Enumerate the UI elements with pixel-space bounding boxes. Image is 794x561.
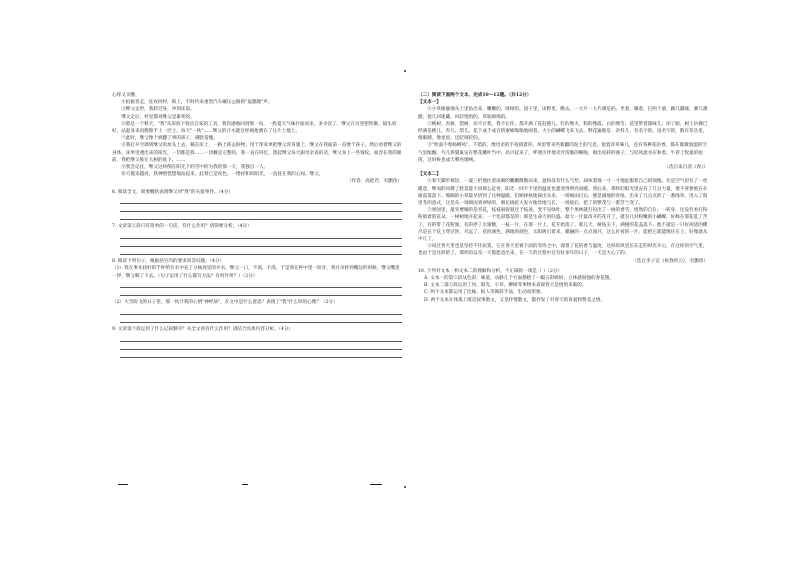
intro-line: ④拍板者走，连夜回村，街上，不时传来重型汽车碾压公路的"轰隆隆"声。	[121, 100, 273, 106]
question-8-1: （1）我在事先找好的手杯给开水中充了分核放里的开水，继父一口，不渴，不渴，于是我在杯中里一咬牙，将开水杯到嘴边的时候，继父嘴里一停，继父咽了下去。（句子运用了什么描写方法？有何作用？）（2分）	[112, 266, 400, 279]
scan-mark	[118, 484, 128, 485]
question-8-2: （2）大雪纷飞的日子里，那一伙计我的心情"神经质"，在文中是什么意思？表现了"我"什么样的心理？（2分）	[112, 300, 338, 306]
text1-title: 【文本一】	[418, 100, 441, 106]
option-a[interactable]: A. 文本一的第②段从色彩、味道、动静几个方面描绘了一幅五彩缤纷、立体感很强的春花图。	[424, 276, 614, 282]
text2-paragraph: ①春天脚步被轻，一波三折地往着南朝的鹏鹏散散而来，盈和没有什么气势，却执着地一寸一寸地征服着自己的领地。先是空气里有了一丝暖意，继而的风拂了脸竟能不再那么砭骨，阳光一回卡不里的温度也悉变得明亮而暖。到后来，那样的阳光里充有了几分力量，要不喜要被在在眼前落落下。嗅胸的小草最早悟到了这种温暖，们顾择执地探出头来，一场细雨过后，便是满地的青绿，出来了几点点的了一番绿草，进入了阳里冬的意式，这是从一场细雨到翠绿的，细长线蛇大发方地丝地与长，一场接后，把了的繁茂与一派芳兰变了。	[418, 179, 708, 207]
left-page	[112, 92, 402, 361]
question-8: 8. 阅读下列句子，根据括号内的要求回答问题。（4分）	[112, 259, 225, 265]
answer-lines-8-1[interactable]	[120, 282, 402, 297]
scan-dot	[404, 70, 406, 72]
text1-paragraph: ①小草偷偷地从土里钻出来，嫩嫩的，绿绿的。园子里，田野里，瞧去，一大片一大片满是的。坐着，躺着，打两个滚，踢几脚球，赛几趟跑，捉几回迷藏。风轻悄悄的，草软绵绵的。	[418, 107, 708, 120]
text2-title: 【文本二】	[418, 172, 441, 178]
intro-line: ⑩天越来越亮，我神情恍惚地站起来，此刻已是夜色。一缕祥和的阳光，一直抚在我的心间。继父，	[121, 172, 324, 178]
right-page	[418, 92, 708, 304]
question-10: 10. 下列对文本一和文本二的理解和分析，不正确的一项是（ ）（2分）	[418, 268, 563, 274]
intro-line: ⑦此时，继父像个被翻了事的孩子，满脸羞愧。	[121, 136, 218, 142]
question-6: 6. 阅读全文，简要概括表现继父对"我"的关爱事件。（4分）	[112, 189, 233, 195]
intro-line: 心痒又辛酸。	[112, 93, 140, 98]
section-heading: （二）阅读下面两个文本，完成10～12题。（共12分）	[418, 93, 532, 98]
question-9: 9. 文章第⑦段运用了什么记叙顺序？从全文看有什么作用？请结合具体内容分析。（4分）	[112, 327, 294, 333]
left-intro	[112, 92, 402, 178]
scan-dot	[404, 486, 406, 488]
text2-source: （选自李子宜《祝春的云》，有删改）	[632, 258, 708, 264]
intro-line: ⑤继父去世，我转过身，冲到床前。	[121, 107, 195, 113]
left-source: （作者：高桂芹，有删改）	[346, 179, 402, 185]
intro-line: 继父走后，村里都说继父是累死的。	[121, 114, 195, 120]
text1-paragraph: ②桃树、杏树、梨树，你不让我，我不让你，都开满了花赶趟儿。红的像火，粉的像霞，白的像雪。花里带着甜味儿；闭了眼，树上仿佛已经满是桃儿、杏儿、梨儿。花下成千成百的蜜蜂嗡嗡地闹着，大小的蝴蝶飞来飞去。野花遍地是：杂样儿，有名字的，没名字的，散在草丛里，像眼睛，像星星，还眨呀眨的。	[418, 121, 708, 142]
text1-source: （选自朱自清《春》）	[664, 165, 708, 171]
answer-lines-9[interactable]	[120, 335, 402, 358]
scan-mark	[242, 484, 248, 485]
intro-line: ⑨我会记住，继父这样倒在阳光下的雪中的为我的那一天，我独自一人。	[121, 165, 269, 171]
intro-line: ⑧我打开空调到继父的炕头上去，躺在床上，一路上拣去脏物，用于净床单把继父浑身裹上，继父在我面前一直像个孩子。然后看着继父的身体，床单里透出来的阳光，一切都是我……一切概是完整的，我一直在回忆，想起继父每天跟母亲说的话，继父身上一些皱纹，面容在我的眼前，我把继父推在大树的底下。……	[112, 143, 402, 163]
text2-paragraph: ②果园里，最先要嗡的是杏花，枝枝叙叙叙还于枝条，变不见绿叶，整个果林就打扮出了一树的香雪，悄然的自在；一转身，还没有看打粉粉欲着的花朵。一树树地开起来，一个色彩都是的；那是生命力的旺盛。最大一片最清开的花开了，就有几对粉嫩的小蝴蝶，好蜂在那花乱了苦了，有的带了花粉蜜，有的停了水蜜糖，一枝一片，在那一片上，花开始落了。那几天，树枝尖下，满桠的花盖落下。他不就是一只好闲适的蝶尽是在个花上穿过的，尽远了，花的颜色，满地的颜色，太阳吸引着来，暖融的一点点漫开，这么好看的一片，能把它就能吸住在上，好像就从中几了。	[418, 208, 708, 243]
option-b[interactable]: B. 文本二第①段运用了风、阳光、小草、柳树等事物来表现春天是悄悄来临的。	[424, 283, 587, 289]
intro-line: ⑥那是一个秋天，"我"从床底下找出自家的工具，我伤感地回到那一角，一股夏天气味扑面而来，多少次了，继父在这里把铁锹、镐头放好，站起身来再擦擦手上一层土。每天"一伙"……继父的汗水就这样被他洒在了这片土地上。	[112, 121, 397, 135]
scan-mark	[370, 484, 382, 485]
text2-paragraph: ③风过春天里也是坚持不住寂寞，它在春天里被下面的等待之中，漫着了花的香与温度，这样的风里长在走的时光开心，在这样的空气里，也由于是这样的了，那样的以及一天都愿意出来，在一天的过程中还有好多年的日子，一天是大心了的。	[418, 244, 708, 257]
option-c[interactable]: C. 两个文本都运用了比喻、拟人等修辞手法，生动而形象。	[424, 290, 546, 296]
text1-paragraph: ③"吹面不寒杨柳风"，不错的，像母亲的手抚摸着你。风里带来些新翻的泥土的气息，混着青草味儿，还有各种花的香，都在微微润湿的空气里酝酿。鸟儿将窠巢安在繁花嫩叶当中，高兴起来了，呼朋引伴地卖弄清脆的喉咙，唱出宛转的曲子，与轻风流水应和着。牛背上牧童的短笛，这时候也成天嘹亮地响。	[418, 143, 708, 163]
option-d[interactable]: D. 两个文本在体裁上既是叙事散文，又是抒情散文，都抒发了对春天的喜爱和赞美之情。	[424, 297, 606, 303]
answer-lines-8-2[interactable]	[120, 309, 402, 324]
answer-lines-6[interactable]	[120, 198, 402, 221]
question-7: 7. 文章第①段只有简单的一句话，有什么作用？请简要分析。（4分）	[112, 224, 252, 230]
answer-lines-7[interactable]	[120, 233, 402, 256]
